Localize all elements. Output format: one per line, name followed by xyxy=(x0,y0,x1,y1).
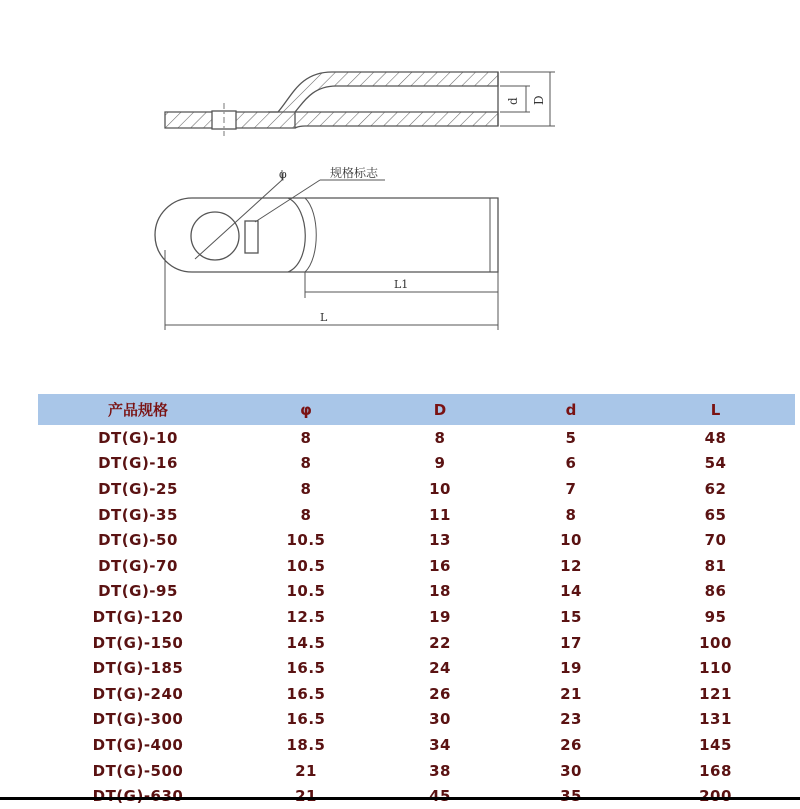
spec-value-cell: 19 xyxy=(560,659,582,678)
spec-model-cell: DT(G)-300 xyxy=(92,710,184,729)
spec-value-cell: 10.5 xyxy=(286,582,326,601)
spec-value-cell: 12.5 xyxy=(286,607,326,626)
spec-value-cell: 10.5 xyxy=(286,556,326,575)
spec-table-header xyxy=(38,394,795,425)
spec-value-cell: 11 xyxy=(429,505,451,524)
dimension-D-label: D xyxy=(532,95,546,105)
spec-model-cell: DT(G)-25 xyxy=(98,479,178,498)
spec-value-cell: 16 xyxy=(429,556,451,575)
spec-model-cell: DT(G)-95 xyxy=(98,582,178,601)
spec-value-cell: 24 xyxy=(429,659,451,678)
spec-value-cell: 168 xyxy=(699,761,732,780)
spec-value-cell: 23 xyxy=(560,710,582,729)
spec-value-cell: 12 xyxy=(560,556,582,575)
table-row xyxy=(38,681,795,707)
spec-value-cell: 121 xyxy=(699,684,732,703)
spec-value-cell: 62 xyxy=(704,479,727,498)
phi-label: φ xyxy=(279,168,287,181)
spec-value-cell: 70 xyxy=(704,531,727,550)
spec-mark-rect xyxy=(245,221,258,253)
spec-value-cell: 6 xyxy=(565,454,577,473)
column-header-1: φ xyxy=(238,394,374,425)
spec-model-cell: DT(G)-50 xyxy=(98,531,178,550)
table-row xyxy=(38,732,795,758)
palm-hole xyxy=(191,212,239,260)
spec-value-cell: 10 xyxy=(560,531,582,550)
spec-value-cell: 18.5 xyxy=(286,735,326,754)
column-header-2: D xyxy=(374,394,506,425)
column-header-4: L xyxy=(636,394,795,425)
spec-value-cell: 30 xyxy=(560,761,582,780)
spec-value-cell: 16.5 xyxy=(286,684,326,703)
table-row xyxy=(38,604,795,630)
spec-value-cell: 14.5 xyxy=(286,633,326,652)
spec-value-cell: 48 xyxy=(704,428,727,447)
spec-value-cell: 54 xyxy=(704,454,727,473)
spec-value-cell: 145 xyxy=(699,735,732,754)
spec-value-cell: 18 xyxy=(429,582,451,601)
spec-value-cell: 8 xyxy=(300,454,312,473)
spec-value-cell: 13 xyxy=(429,531,451,550)
spec-value-cell: 22 xyxy=(429,633,451,652)
spec-value-cell: 26 xyxy=(429,684,451,703)
spec-model-cell: DT(G)-185 xyxy=(92,659,184,678)
table-row xyxy=(38,758,795,784)
side-section-view xyxy=(165,72,555,136)
spec-model-cell: DT(G)-35 xyxy=(98,505,178,524)
spec-value-cell: 38 xyxy=(429,761,451,780)
spec-value-cell: 10.5 xyxy=(286,531,326,550)
table-row xyxy=(38,655,795,681)
spec-value-cell: 8 xyxy=(300,479,312,498)
cable-lug-drawing xyxy=(0,0,800,370)
dimension-d-label: d xyxy=(506,97,520,105)
spec-value-cell: 65 xyxy=(704,505,727,524)
lower-wall xyxy=(295,112,498,128)
spec-value-cell: 95 xyxy=(704,607,727,626)
spec-model-cell: DT(G)-400 xyxy=(92,735,184,754)
spec-value-cell: 16.5 xyxy=(286,710,326,729)
spec-value-cell: 10 xyxy=(429,479,451,498)
top-view xyxy=(155,170,498,330)
spec-value-cell: 86 xyxy=(704,582,727,601)
spec-value-cell: 100 xyxy=(699,633,732,652)
table-row xyxy=(38,425,795,451)
spec-value-cell: 30 xyxy=(429,710,451,729)
spec-value-cell: 14 xyxy=(560,582,582,601)
spec-model-cell: DT(G)-70 xyxy=(98,556,178,575)
upper-wall xyxy=(268,72,498,112)
spec-value-cell: 17 xyxy=(560,633,582,652)
table-row xyxy=(38,527,795,553)
column-header-0: 产品规格 xyxy=(38,394,238,425)
table-row xyxy=(38,476,795,502)
page-edge-mark xyxy=(32,646,34,660)
spec-value-cell: 19 xyxy=(429,607,451,626)
table-row xyxy=(38,707,795,733)
spec-value-cell: 81 xyxy=(704,556,727,575)
table-row xyxy=(38,451,795,477)
spec-model-cell: DT(G)-500 xyxy=(92,761,184,780)
spec-value-cell: 5 xyxy=(565,428,577,447)
dimension-L-label: L xyxy=(320,311,328,324)
spec-value-cell: 8 xyxy=(434,428,446,447)
spec-model-cell: DT(G)-240 xyxy=(92,684,184,703)
spec-table-body xyxy=(38,425,795,809)
spec-model-cell: DT(G)-10 xyxy=(98,428,178,447)
spec-value-cell: 7 xyxy=(565,479,577,498)
spec-value-cell: 9 xyxy=(434,454,446,473)
header-row xyxy=(38,394,795,425)
spec-model-cell: DT(G)-16 xyxy=(98,454,178,473)
dimension-L1-label: L1 xyxy=(394,278,409,291)
spec-mark-label: 规格标志 xyxy=(330,166,379,180)
spec-value-cell: 8 xyxy=(300,505,312,524)
table-row xyxy=(38,630,795,656)
table-row xyxy=(38,553,795,579)
spec-value-cell: 110 xyxy=(699,659,732,678)
spec-value-cell: 34 xyxy=(429,735,451,754)
spec-value-cell: 21 xyxy=(560,684,582,703)
spec-value-cell: 8 xyxy=(300,428,312,447)
spec-value-cell: 21 xyxy=(295,761,317,780)
table-row xyxy=(38,502,795,528)
table-row xyxy=(38,579,795,605)
spec-value-cell: 26 xyxy=(560,735,582,754)
spec-model-cell: DT(G)-150 xyxy=(92,633,184,652)
column-header-3: d xyxy=(506,394,636,425)
spec-value-cell: 8 xyxy=(565,505,577,524)
spec-value-cell: 16.5 xyxy=(286,659,326,678)
spec-table xyxy=(38,394,795,809)
spec-model-cell: DT(G)-120 xyxy=(92,607,184,626)
spec-value-cell: 131 xyxy=(699,710,732,729)
spec-value-cell: 15 xyxy=(560,607,582,626)
